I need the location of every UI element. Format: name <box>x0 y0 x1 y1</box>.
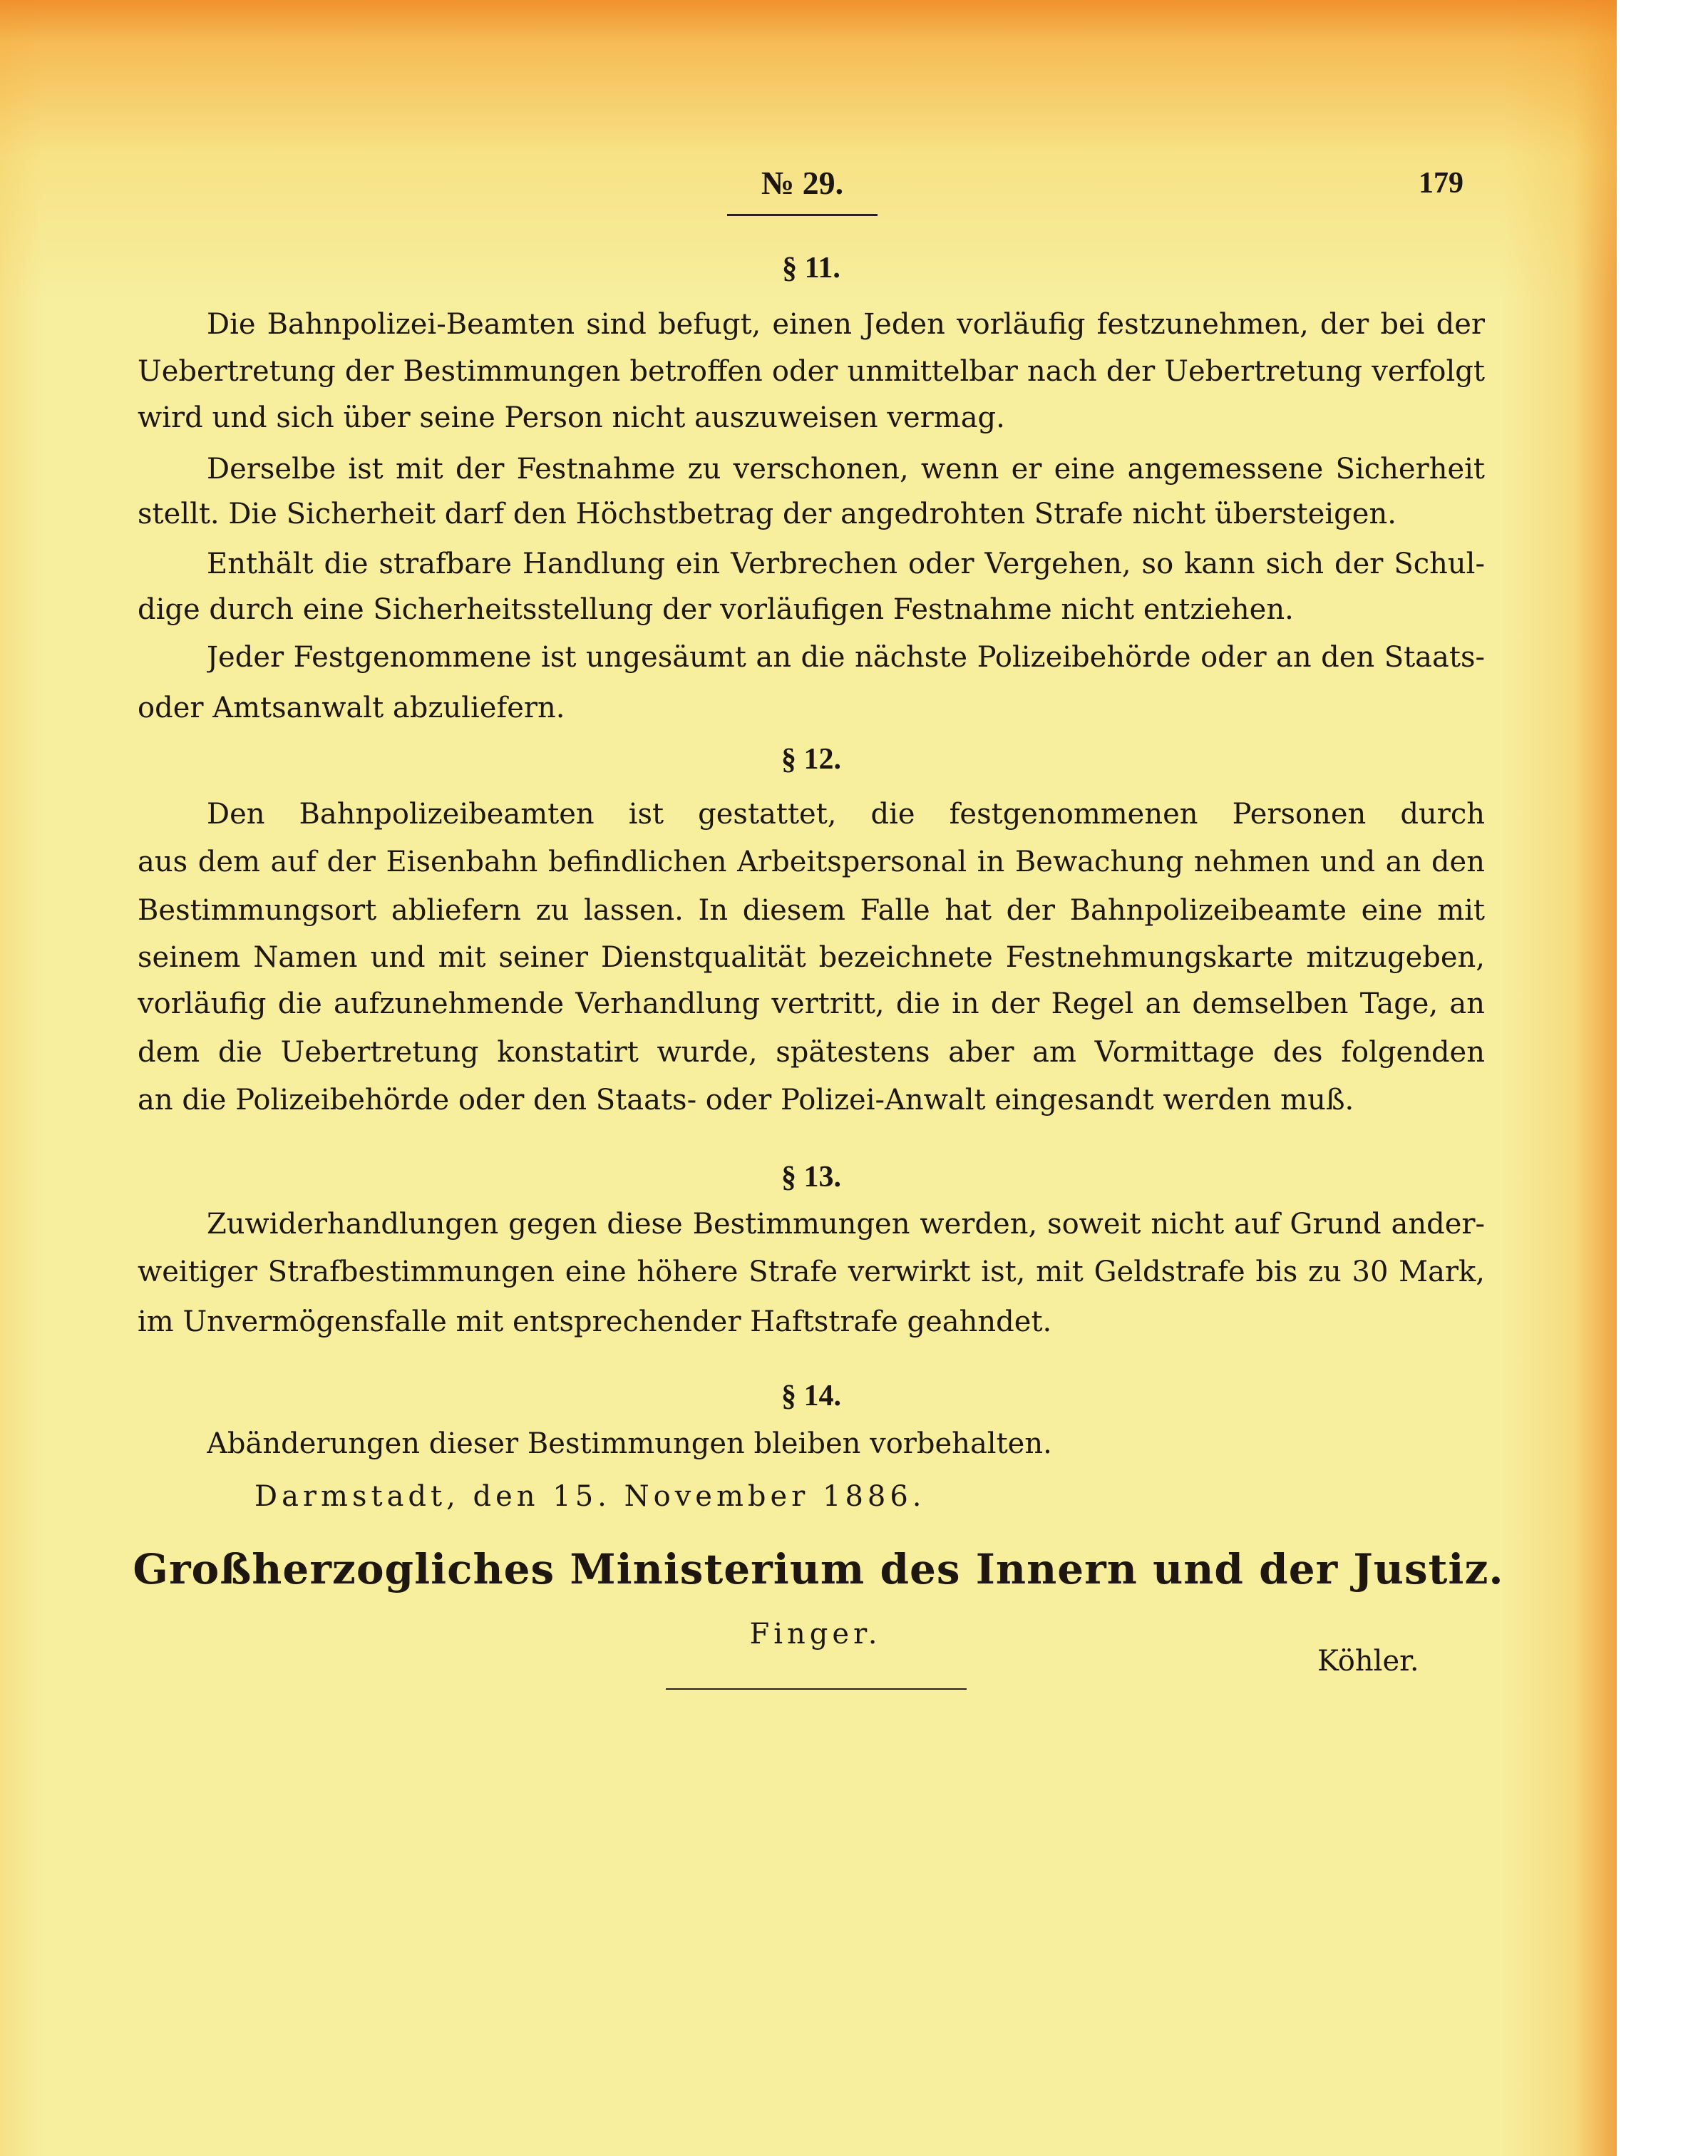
section-heading: § 13. <box>781 1161 841 1194</box>
section-heading: § 12. <box>781 743 841 776</box>
signature-finger: Finger. <box>749 1618 882 1651</box>
text-line: vorläufig die aufzunehmende Verhandlung vertritt, die in der Regel an demselben Tage, an <box>138 987 1485 1020</box>
text-line: Abänderungen dieser Bestimmungen bleiben vorbehalten. <box>207 1427 1052 1460</box>
text-line: stellt. Die Sicherheit darf den Höchstbetrag der angedrohten Strafe nicht übersteigen. <box>138 498 1396 530</box>
issuing-authority: Großherzogliches Ministerium des Innern und der Justiz. <box>133 1545 1504 1593</box>
text-line: Enthält die strafbare Handlung ein Verbrechen oder Vergehen, so kann sich der Schul- <box>207 548 1485 580</box>
issue-number: № 29. <box>761 165 844 201</box>
text-line: Zuwiderhandlungen gegen diese Bestimmungen werden, soweit nicht auf Grund ander- <box>207 1208 1485 1241</box>
page-number: 179 <box>1419 167 1463 200</box>
text-line: Bestimmungsort abliefern zu lassen. In diesem Falle hat der Bahnpolizeibeamte eine mit <box>138 894 1485 927</box>
text-line: Die Bahnpolizei-Beamten sind befugt, einen Jeden vorläufig festzunehmen, der bei der <box>207 308 1485 341</box>
section-heading: § 11. <box>782 252 840 284</box>
text-line: dige durch eine Sicherheitsstellung der vorläufigen Festnahme nicht entziehen. <box>138 593 1294 626</box>
text-line: weitiger Strafbestimmungen eine höhere Strafe verwirkt ist, mit Geldstrafe bis zu 30 Mark, <box>138 1256 1485 1288</box>
text-line: an die Polizeibehörde oder den Staats- oder Polizei-Anwalt eingesandt werden muß. <box>138 1084 1354 1116</box>
text-line: dem die Uebertretung konstatirt wurde, spätestens aber am Vormittage des folgenden <box>138 1036 1485 1069</box>
text-line: Derselbe ist mit der Festnahme zu verschonen, wenn er eine angemessene Sicherheit <box>207 453 1485 486</box>
section-heading: § 14. <box>781 1380 841 1412</box>
text-line: im Unvermögensfalle mit entsprechender Haftstrafe geahndet. <box>138 1305 1052 1338</box>
text-line: wird und sich über seine Person nicht auszuweisen vermag. <box>138 401 1005 434</box>
signature-koehler: Köhler. <box>1317 1645 1419 1678</box>
header-rule <box>727 214 878 216</box>
text-line: Uebertretung der Bestimmungen betroffen oder unmittelbar nach der Uebertretung verfolgt <box>138 355 1485 388</box>
closing-rule <box>666 1688 967 1690</box>
text-line: oder Amtsanwalt abzuliefern. <box>138 692 565 724</box>
page-margin <box>1617 0 1708 2156</box>
place-date: Darmstadt, den 15. November 1886. <box>254 1480 926 1513</box>
text-line: seinem Namen und mit seiner Dienstqualität bezeichnete Festnehmungskarte mitzugeben, <box>138 941 1485 974</box>
text-line: Den Bahnpolizeibeamten ist gestattet, die festgenommenen Personen durch <box>207 798 1485 831</box>
text-line: Jeder Festgenommene ist ungesäumt an die nächste Polizeibehörde oder an den Staats- <box>207 641 1485 674</box>
text-line: aus dem auf der Eisenbahn befindlichen Arbeitspersonal in Bewachung nehmen und an den <box>138 846 1485 878</box>
